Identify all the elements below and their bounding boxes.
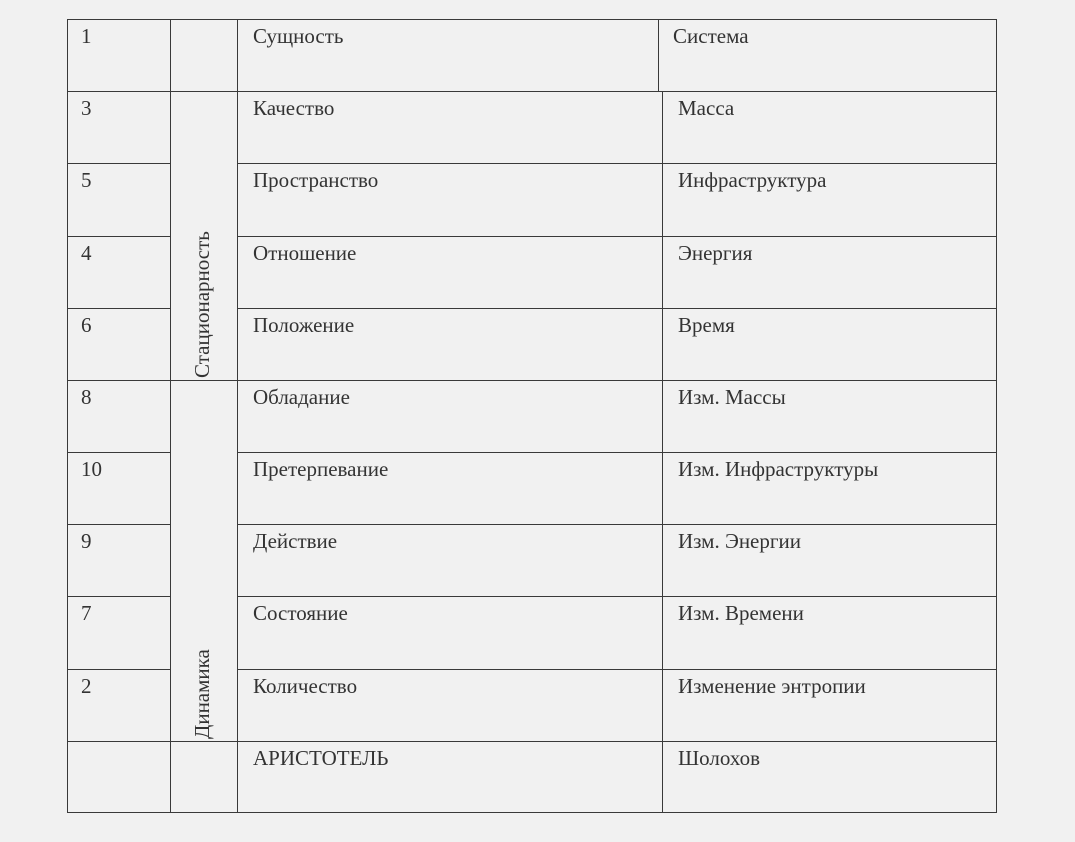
row-col1: Действие: [253, 529, 338, 553]
row-col1: Отношение: [253, 241, 357, 265]
header-col1: Сущность: [253, 24, 344, 48]
row-col2: Энергия: [678, 241, 753, 265]
row-num: 10: [81, 457, 102, 481]
row-col1: Претерпевание: [253, 457, 389, 481]
row-col1: Пространство: [253, 168, 379, 192]
row-num: 4: [81, 241, 92, 265]
row-num: 9: [81, 529, 92, 553]
row-col1: Положение: [253, 313, 355, 337]
row-num: 2: [81, 674, 92, 698]
group-label-dynamics: Динамика: [190, 649, 214, 739]
row-col1: Качество: [253, 96, 335, 120]
row-col1: Количество: [253, 674, 358, 698]
row-num-cell: [67, 741, 171, 813]
row-col2: Изм. Массы: [678, 385, 786, 409]
row-col2: Инфраструктура: [678, 168, 827, 192]
header-num: 1: [81, 24, 92, 48]
row-num: 6: [81, 313, 92, 337]
group-label-stationary: Стационарность: [190, 231, 214, 378]
row-col2: Изменение энтропии: [678, 674, 866, 698]
row-col1: Обладание: [253, 385, 350, 409]
row-col2: Изм. Энергии: [678, 529, 801, 553]
row-num: 5: [81, 168, 92, 192]
row-col2: Изм. Инфраструктуры: [678, 457, 879, 481]
header-col2: Система: [673, 24, 749, 48]
row-col2: Изм. Времени: [678, 601, 804, 625]
row-col1: АРИСТОТЕЛЬ: [253, 746, 389, 770]
row-col2: Шолохов: [678, 746, 760, 770]
header-group-cell: [170, 19, 238, 92]
group-cell-empty: [170, 741, 238, 813]
row-num: 8: [81, 385, 92, 409]
row-num: 7: [81, 601, 92, 625]
row-col1: Состояние: [253, 601, 348, 625]
row-col2: Масса: [678, 96, 735, 120]
row-col2: Время: [678, 313, 735, 337]
row-num: 3: [81, 96, 92, 120]
